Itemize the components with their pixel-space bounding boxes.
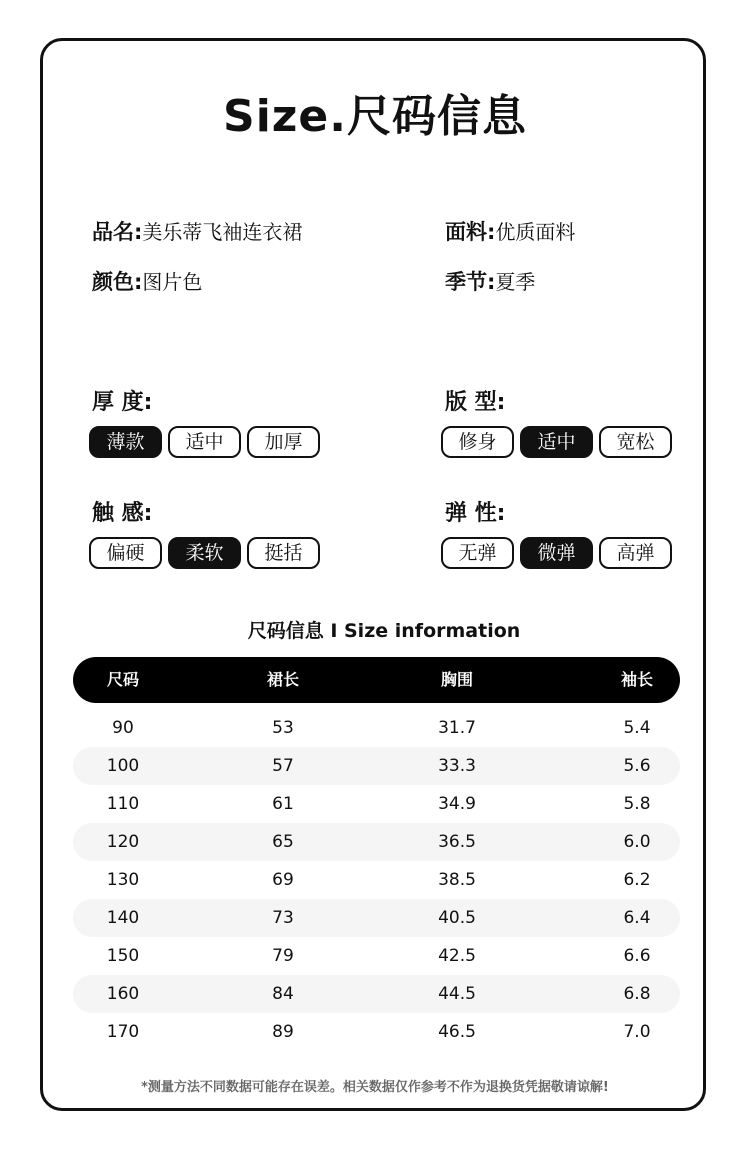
info-name-key: 品名: [92,220,143,244]
table-cell: 120 [106,832,140,852]
table-cell: 6.4 [623,908,651,928]
touch-option-chip: 柔软 [168,537,241,569]
touch-option-chip: 偏硬 [89,537,162,569]
elasticity-option-chip: 高弹 [599,537,672,569]
table-cell: 44.5 [438,984,476,1004]
table-row [73,785,680,823]
info-fabric [445,216,575,246]
table-cell: 89 [272,1022,294,1042]
fit-label: 版 型: [445,390,506,415]
table-cell: 130 [106,870,140,890]
table-row [73,1013,680,1051]
info-fabric-key: 面料: [445,220,496,244]
table-cell: 5.4 [623,718,651,738]
info-product-name [92,216,302,246]
table-cell: 36.5 [438,832,476,852]
elasticity-options [441,537,672,569]
table-cell: 100 [106,756,140,776]
thickness-option-chip: 加厚 [247,426,320,458]
elasticity-option-chip: 微弹 [520,537,593,569]
size-table-body [73,709,680,1051]
fit-option-chip: 修身 [441,426,514,458]
table-cell: 90 [112,718,134,738]
table-cell: 65 [272,832,294,852]
thickness-options [89,426,320,458]
fit-option-chip: 宽松 [599,426,672,458]
table-cell: 42.5 [438,946,476,966]
size-table-title: 尺码信息 I Size information [247,620,521,642]
elasticity-label: 弹 性: [445,501,506,526]
table-cell: 38.5 [438,870,476,890]
table-cell: 53 [272,718,294,738]
disclaimer-note: *测量方法不同数据可能存在误差。相关数据仅作参考不作为退换货凭据敬请谅解! [141,1080,609,1095]
info-color [92,266,202,296]
table-cell: 7.0 [623,1022,651,1042]
fit-options [441,426,672,458]
page-title: Size.尺码信息 [223,91,527,142]
header-sleeve-length: 袖长 [620,670,653,689]
table-cell: 150 [106,946,140,966]
table-cell: 33.3 [438,756,476,776]
table-cell: 61 [272,794,294,814]
table-cell: 31.7 [438,718,476,738]
table-row [73,747,680,785]
table-cell: 6.0 [623,832,651,852]
info-season-key: 季节: [445,270,496,294]
elasticity-option-chip: 无弹 [441,537,514,569]
table-cell: 170 [106,1022,140,1042]
header-size: 尺码 [106,670,139,689]
info-name-value: 美乐蒂飞袖连衣裙 [142,220,303,244]
table-cell: 40.5 [438,908,476,928]
table-row [73,861,680,899]
table-cell: 79 [272,946,294,966]
table-row [73,709,680,747]
table-cell: 140 [106,908,140,928]
info-fabric-value: 优质面料 [495,220,576,244]
fit-option-chip: 适中 [520,426,593,458]
touch-label: 触 感: [92,501,153,526]
thickness-label: 厚 度: [92,390,153,415]
table-cell: 5.8 [623,794,651,814]
table-cell: 57 [272,756,294,776]
table-row [73,823,680,861]
size-table-header [73,657,680,703]
thickness-option-chip: 适中 [168,426,241,458]
table-cell: 6.8 [623,984,651,1004]
table-cell: 110 [106,794,140,814]
table-cell: 84 [272,984,294,1004]
touch-options [89,537,320,569]
table-row [73,899,680,937]
info-season-value: 夏季 [495,270,536,294]
table-cell: 6.6 [623,946,651,966]
table-cell: 160 [106,984,140,1004]
header-skirt-length: 裙长 [266,670,299,689]
table-cell: 5.6 [623,756,651,776]
table-row [73,937,680,975]
info-color-value: 图片色 [142,270,203,294]
table-row [73,975,680,1013]
table-cell: 46.5 [438,1022,476,1042]
table-cell: 6.2 [623,870,651,890]
thickness-option-chip: 薄款 [89,426,162,458]
table-cell: 69 [272,870,294,890]
info-color-key: 颜色: [92,270,143,294]
table-cell: 73 [272,908,294,928]
info-season [445,266,535,296]
table-cell: 34.9 [438,794,476,814]
header-bust: 胸围 [440,670,473,689]
touch-option-chip: 挺括 [247,537,320,569]
